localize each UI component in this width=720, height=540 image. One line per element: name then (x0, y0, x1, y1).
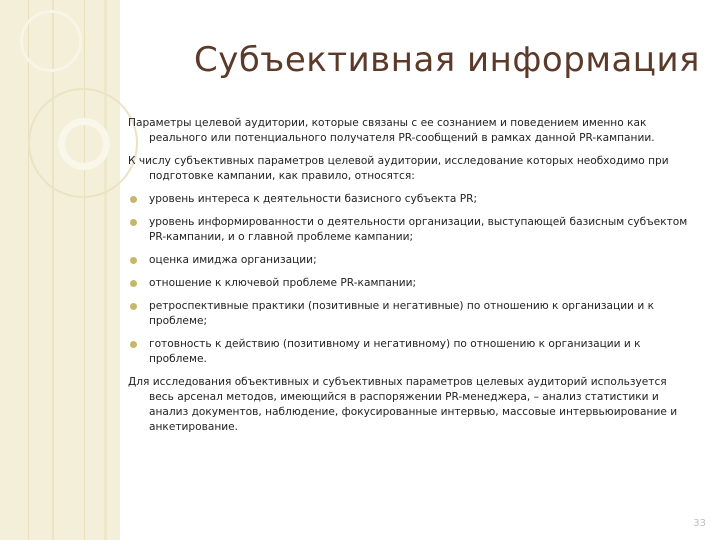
slide-title: Субъективная информация (193, 40, 700, 80)
side-stripe (28, 0, 29, 540)
side-stripe (84, 0, 85, 540)
closing-paragraph: Для исследования объективных и субъективных параметров целевых аудиторий используется весь арсенал методов, имеющийся в распоряжении PR-менеджера, – анализ статистики и анализ документов, наблюдение, фокусированные интервью, массовые интервьюирование и анкетирование. (128, 376, 678, 433)
decorative-circle (58, 118, 110, 170)
side-stripe (52, 0, 54, 540)
bullet-icon (130, 196, 137, 203)
list-item-text: готовность к действию (позитивному и негативному) по отношению к организации и к проблеме. (149, 338, 641, 365)
list-item (128, 299, 694, 329)
list-item-text: уровень интереса к деятельности базисного субъекта PR; (149, 193, 478, 205)
intro-paragraph: К числу субъективных параметров целевой аудитории, исследование которых необходимо при подготовке кампании, как правило, относятся: (128, 155, 669, 182)
list-item-text: уровень информированности о деятельности организации, выступающей базисным субъектом PR-кампании, и о главной проблеме кампании; (149, 216, 688, 243)
list-item-text: ретроспективные практики (позитивные и негативные) по отношению к организации и к проблеме; (149, 300, 655, 327)
parameters-list (128, 192, 694, 367)
list-item-text: отношение к ключевой проблеме PR-кампании; (149, 277, 417, 289)
list-item-text: оценка имиджа организации; (149, 254, 317, 266)
bullet-icon (130, 303, 137, 310)
bullet-icon (130, 280, 137, 287)
bullet-icon (130, 219, 137, 226)
list-item (128, 337, 694, 367)
side-stripe (104, 0, 107, 540)
list-item (128, 253, 694, 268)
page-number: 33 (693, 518, 706, 529)
decorative-side-band (0, 0, 120, 540)
bullet-icon (130, 257, 137, 264)
intro-paragraph: Параметры целевой аудитории, которые связаны с ее сознанием и поведением именно как реального или потенциального получателя PR-сообщений в рамках данной PR-кампании. (128, 117, 655, 144)
slide-content (128, 116, 694, 443)
decorative-circle (20, 10, 82, 72)
list-item (128, 192, 694, 207)
list-item (128, 215, 694, 245)
list-item (128, 276, 694, 291)
bullet-icon (130, 341, 137, 348)
